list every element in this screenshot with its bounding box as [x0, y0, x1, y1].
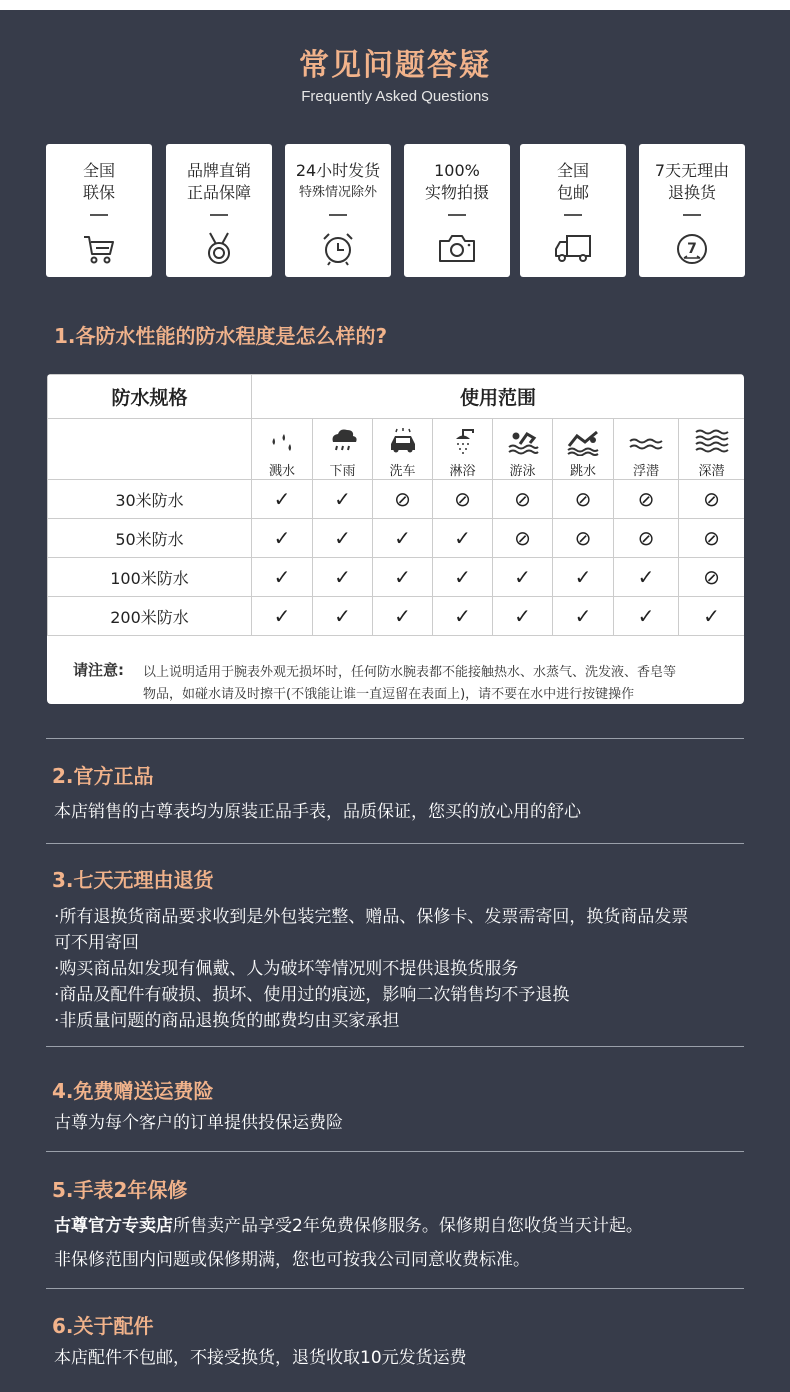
note-line1: 以上说明适用于腕表外观无损坏时，任何防水腕表都不能接触热水、水蒸气、洗发液、香皂等 [143, 665, 677, 680]
status-cell: ✓ [614, 597, 679, 636]
deep-dive-icon [692, 424, 732, 456]
status-cell: ⊘ [493, 480, 553, 519]
table-row [48, 480, 745, 519]
status-cell: ⊘ [614, 519, 679, 558]
note-label: 请注意: [73, 661, 124, 679]
service-line2: 实物拍摄 [424, 183, 489, 202]
q3-line: 可不用寄回 [54, 933, 139, 953]
divider [448, 214, 466, 216]
status-cell: ✓ [313, 480, 373, 519]
status-cell: ✓ [313, 519, 373, 558]
status-cell: ✓ [614, 558, 679, 597]
q3-line: ·所有退换货商品要求收到是外包装完整、赠品、保修卡、发票需寄回，换货商品发票 [54, 907, 689, 927]
q4-title: 4.免费赠送运费险 [52, 1079, 214, 1103]
status-cell: ⊘ [679, 519, 745, 558]
divider [564, 214, 582, 216]
service-line2: 特殊情况除外 [298, 185, 377, 200]
q3-line: ·购买商品如发现有佩戴、人为破坏等情况则不提供退换货服务 [54, 959, 519, 979]
car-wash-icon [383, 424, 423, 456]
q3-line: ·非质量问题的商品退换货的邮费均由买家承担 [54, 1011, 400, 1031]
status-cell: ✓ [553, 597, 614, 636]
q5-title: 5.手表2年保修 [52, 1178, 188, 1202]
service-line2: 正品保障 [186, 183, 251, 202]
status-cell: ⊘ [553, 480, 614, 519]
service-card-warranty [46, 144, 152, 277]
service-card-returns [639, 144, 745, 277]
table-note [47, 645, 744, 704]
seven-days-icon [672, 230, 712, 266]
status-cell: ✓ [313, 597, 373, 636]
status-cell: ✓ [373, 597, 433, 636]
header-scope: 使用范围 [252, 375, 745, 419]
alarm-clock-icon [318, 230, 358, 266]
spec-cell: 50米防水 [48, 519, 252, 558]
usage-label: 下雨 [329, 464, 356, 479]
q1-title: 1.各防水性能的防水程度是怎么样的? [54, 324, 388, 348]
header-spec: 防水规格 [48, 375, 252, 419]
service-card-free-shipping [520, 144, 626, 277]
service-cards [46, 144, 746, 277]
status-cell: ⊘ [433, 480, 493, 519]
usage-car-wash [373, 419, 433, 480]
q2-title: 2.官方正品 [52, 764, 154, 788]
divider [90, 214, 108, 216]
usage-splash [252, 419, 313, 480]
status-cell: ✓ [493, 597, 553, 636]
status-cell: ⊘ [493, 519, 553, 558]
service-line1: 100% [434, 161, 480, 180]
q4-text: 古尊为每个客户的订单提供投保运费险 [54, 1113, 343, 1133]
note-line2: 物品，如碰水请及时擦干(不饿能让谁一直逗留在表面上)，请不要在水中进行按键操作 [143, 687, 635, 702]
camera-icon [437, 230, 477, 266]
service-card-shipping [285, 144, 391, 277]
dive-icon [563, 424, 603, 456]
service-line2: 包邮 [556, 183, 589, 202]
status-cell: ⊘ [373, 480, 433, 519]
usage-rain [313, 419, 373, 480]
status-cell: ✓ [433, 597, 493, 636]
usage-dive [553, 419, 614, 480]
status-cell: ✓ [252, 480, 313, 519]
usage-label: 游泳 [509, 464, 536, 479]
table-row [48, 597, 745, 636]
usage-label: 跳水 [569, 464, 596, 479]
store-name: 古尊官方专卖店 [54, 1216, 173, 1236]
status-cell: ✓ [252, 597, 313, 636]
q3-title: 3.七天无理由退货 [52, 868, 214, 892]
usage-label: 淋浴 [449, 464, 476, 479]
status-cell: ⊘ [553, 519, 614, 558]
status-cell: ✓ [553, 558, 614, 597]
medal-icon [199, 230, 239, 266]
q6-text: 本店配件不包邮，不接受换货，退货收取10元发货运费 [54, 1348, 467, 1368]
usage-label: 洗车 [389, 464, 416, 479]
divider [46, 1046, 744, 1047]
q2-text: 本店销售的古尊表均为原装正品手表，品质保证，您买的放心用的舒心 [54, 802, 581, 822]
table-row [48, 558, 745, 597]
service-line1: 7天无理由 [654, 161, 730, 180]
splash-icon [262, 424, 302, 456]
status-cell: ✓ [373, 519, 433, 558]
status-cell: ✓ [493, 558, 553, 597]
q5-text2: 非保修范围内问题或保修期满，您也可按我公司同意收费标准。 [54, 1250, 530, 1270]
swim-icon [503, 424, 543, 456]
q3-line: ·商品及配件有破损、损坏、使用过的痕迹，影响二次销售均不予退换 [54, 985, 570, 1005]
status-cell: ✓ [679, 597, 745, 636]
page-title: 常见问题答疑 [299, 48, 491, 83]
shower-icon [443, 424, 483, 456]
usage-deep-dive [679, 419, 745, 480]
page-subtitle: Frequently Asked Questions [301, 88, 489, 105]
icon-row-blank [48, 419, 252, 480]
cart-icon [79, 230, 119, 266]
divider [46, 1288, 744, 1289]
spec-cell: 30米防水 [48, 480, 252, 519]
usage-label: 溅水 [268, 464, 295, 479]
svg-text:7: 7 [687, 241, 697, 257]
status-cell: ✓ [433, 558, 493, 597]
status-cell: ⊘ [614, 480, 679, 519]
status-cell: ✓ [373, 558, 433, 597]
divider [329, 214, 347, 216]
service-line2: 联保 [82, 183, 115, 202]
usage-shower [433, 419, 493, 480]
q5-text1-body: 所售卖产品享受2年免费保修服务。保修期自您收货当天计起。 [173, 1216, 643, 1236]
service-line2: 退换货 [667, 183, 716, 202]
faq-page [0, 10, 790, 1392]
status-cell: ⊘ [679, 558, 745, 597]
usage-swim [493, 419, 553, 480]
service-line1: 全国 [82, 161, 115, 180]
table-row [48, 519, 745, 558]
divider [683, 214, 701, 216]
spec-cell: 200米防水 [48, 597, 252, 636]
truck-icon [553, 230, 593, 266]
service-card-photo [404, 144, 510, 277]
status-cell: ✓ [313, 558, 373, 597]
status-cell: ✓ [252, 519, 313, 558]
service-card-genuine [166, 144, 272, 277]
divider [46, 738, 744, 739]
service-line1: 24小时发货 [295, 161, 381, 180]
service-line1: 全国 [556, 161, 589, 180]
waterproof-table [47, 374, 744, 704]
q5-text1 [54, 1213, 643, 1239]
usage-snorkel [614, 419, 679, 480]
snorkel-icon [626, 424, 666, 456]
rain-icon [323, 424, 363, 456]
divider [46, 1151, 744, 1152]
status-cell: ⊘ [679, 480, 745, 519]
q6-title: 6.关于配件 [52, 1314, 154, 1338]
usage-label: 深潜 [698, 464, 725, 479]
spec-cell: 100米防水 [48, 558, 252, 597]
usage-label: 浮潜 [632, 464, 659, 479]
status-cell: ✓ [252, 558, 313, 597]
service-line1: 品牌直销 [186, 161, 251, 180]
divider [46, 843, 744, 844]
status-cell: ✓ [433, 519, 493, 558]
divider [210, 214, 228, 216]
